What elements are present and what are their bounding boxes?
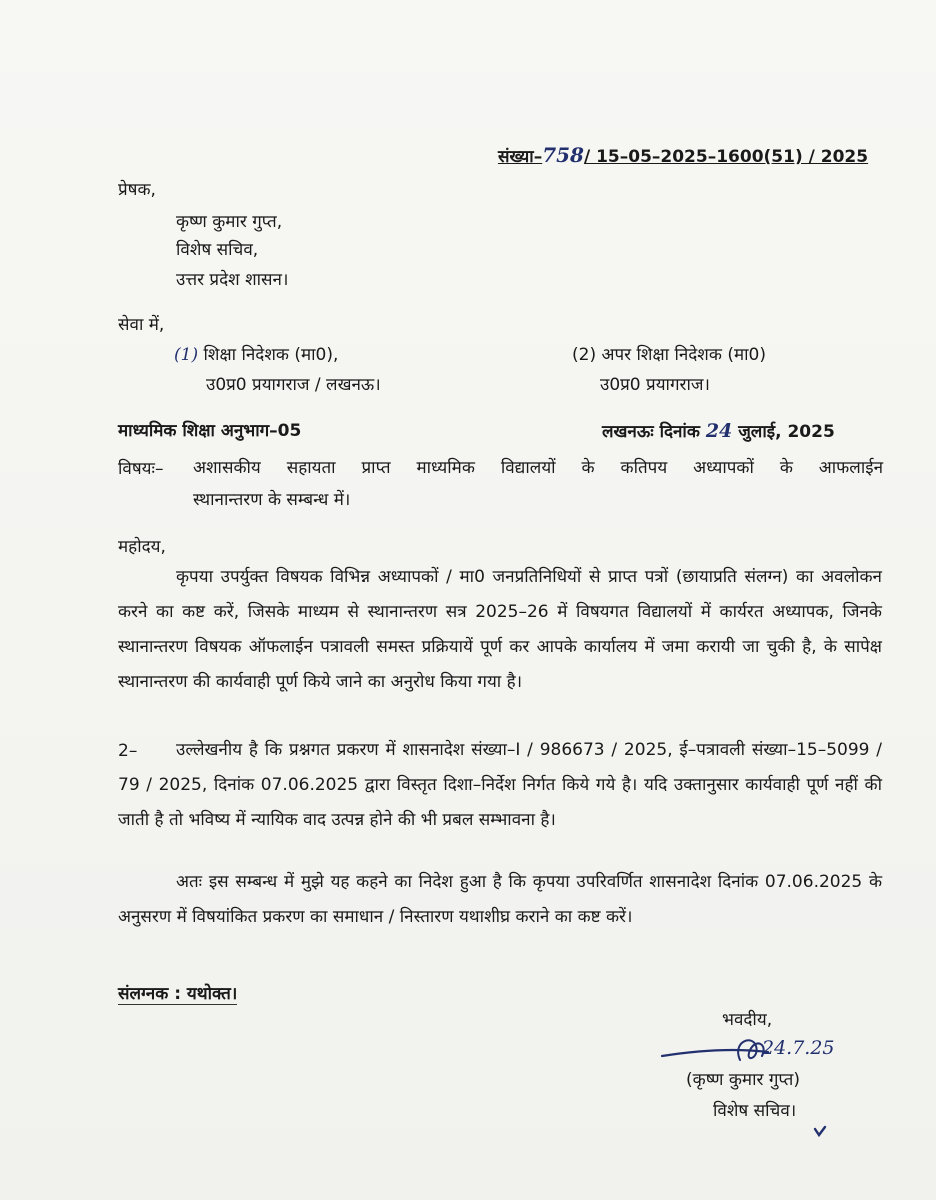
recipients-label: सेवा में, <box>118 315 165 335</box>
recipient-2-line-1: (2) अपर शिक्षा निदेशक (मा0) <box>572 345 766 365</box>
sender-label: प्रेषक, <box>118 180 156 200</box>
reference-suffix: / 15–05–2025–1600(51) / 2025 <box>583 147 869 167</box>
recipient-1-marker: (1) <box>174 345 199 365</box>
paragraph-2: उल्लेखनीय है कि प्रश्नगत प्रकरण में शासनादेश संख्या–I / 986673 / 2025, ई–पत्रावली संख्या–15–5099 / 79 / 2025, दिनांक 07.06.2025 द्वारा विस्तृत दिशा–निर्देश निर्गत किये गये है। यदि उक्तानुसार कार्यवाही पूर्ण नहीं की जाती है तो भविष्य में न्यायिक वाद उत्पन्न होने की भी प्रबल सम्भावना है। <box>118 740 882 830</box>
recipient-1-line-2: उ0प्र0 प्रयागराज / लखनऊ। <box>206 375 381 395</box>
paragraph-3: अतः इस सम्बन्ध में मुझे यह कहने का निदेश हुआ है कि कृपया उपरिवर्णित शासनादेश दिनांक 07.06.2025 के अनुसरण में विषयांकित प्रकरण का समाधान / निस्तारण यथाशीघ्र कराने का कष्ट करें। <box>118 872 882 927</box>
date-handwritten-day: 24 <box>705 420 733 442</box>
paragraph-2-number: 2– <box>118 741 138 761</box>
signatory-name: (कृष्ण कुमार गुप्त) <box>686 1070 800 1090</box>
recipient-2-line-2: उ0प्र0 प्रयागराज। <box>600 375 710 395</box>
reference-handwritten-number: 758 <box>542 143 584 167</box>
closing-regards: भवदीय, <box>722 1010 773 1030</box>
reference-number <box>498 143 868 169</box>
department-section: माध्यमिक शिक्षा अनुभाग–05 <box>118 421 302 441</box>
recipient-1-line-1 <box>174 343 338 367</box>
subject-label: विषयः– <box>118 459 164 479</box>
date-prefix: लखनऊः दिनांक <box>602 422 700 442</box>
sender-designation: विशेष सचिव, <box>176 240 259 260</box>
paragraph-1: कृपया उपर्युक्त विषयक विभिन्न अध्यापकों / मा0 जनप्रतिनिधियों से प्राप्त पत्रों (छायाप्रति संलग्न) का अवलोकन करने का कष्ट करें, जिसके माध्यम से स्थानान्तरण सत्र 2025–26 में विषयगत विद्यालयों में कार्यरत अध्यापक, जिनके स्थानान्तरण विषयक ऑफलाईन पत्रावली समस्त प्रक्रियायें पूर्ण कर आपके कार्यालय में जमा करायी जा चुकी है, के सापेक्ष स्थानान्तरण की कार्यवाही पूर्ण किये जाने का अनुरोध किया गया है। <box>118 567 882 692</box>
pen-tick-mark <box>812 1124 828 1138</box>
enclosure-text: संलग्नक : यथोक्त। <box>118 984 238 1004</box>
sender-office: उत्तर प्रदेश शासन। <box>176 270 289 290</box>
enclosure <box>118 982 237 1006</box>
salutation: महोदय, <box>118 537 166 557</box>
subject-line-2: स्थानान्तरण के सम्बन्ध में। <box>193 490 351 510</box>
signature-date: 24.7.25 <box>762 1037 835 1059</box>
letter-date <box>602 419 835 444</box>
signatory-designation: विशेष सचिव। <box>713 1101 797 1121</box>
subject-line-1: अशासकीय सहायता प्राप्त माध्यमिक विद्यालयों के कतिपय अध्यापकों के आफलाईन <box>193 458 883 478</box>
reference-prefix: संख्या– <box>498 147 543 167</box>
date-suffix: जुलाई, 2025 <box>738 422 835 442</box>
sender-name: कृष्ण कुमार गुप्त, <box>176 212 283 232</box>
recipient-1-title: शिक्षा निदेशक (मा0), <box>203 345 339 365</box>
